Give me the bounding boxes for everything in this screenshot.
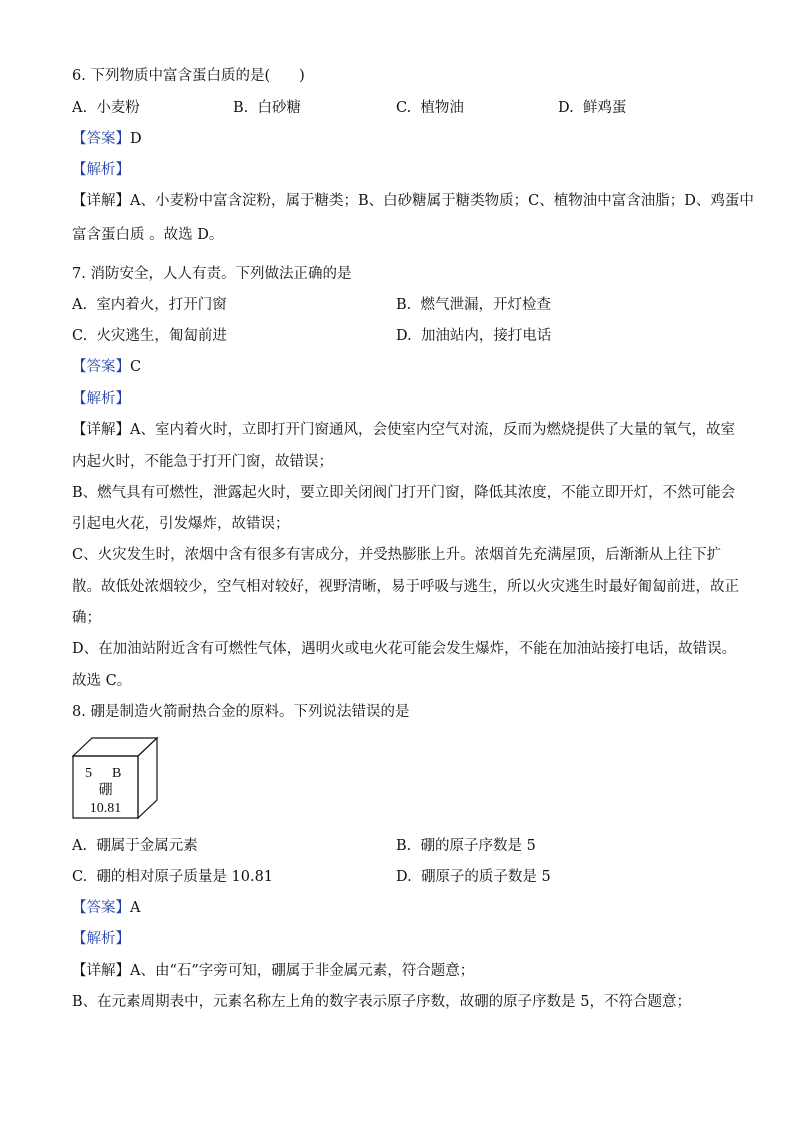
option-text: 鲜鸡蛋	[582, 100, 627, 116]
option-text: 小麦粉	[96, 100, 140, 116]
answer-tag: 【答案】	[72, 131, 130, 147]
q7-option-a	[72, 295, 227, 315]
option-label: A.	[72, 100, 88, 116]
detail-tag: 【详解】	[72, 422, 130, 438]
q6-stem: 6. 下列物质中富含蛋白质的是( )	[72, 68, 305, 84]
answer-value: C	[130, 359, 142, 375]
option-label: C.	[396, 100, 412, 116]
option-text: 白砂糖	[257, 100, 301, 116]
detail-tag: 【详解】	[72, 193, 130, 209]
element-symbol: B	[112, 766, 122, 781]
option-label: B.	[396, 297, 412, 313]
option-text: 火灾逃生，匍匐前进	[96, 328, 227, 344]
q8-analysis-tag: 【解析】	[72, 931, 130, 947]
q7-detail-line: 引起电火花，引发爆炸，故错误；	[72, 516, 290, 532]
detail-text: A、室内着火时，立即打开门窗通风，会使室内空气对流，反而为燃烧提供了大量的氧气，故室	[130, 422, 735, 438]
q7-answer	[72, 357, 141, 377]
option-label: D.	[558, 100, 574, 116]
q7-detail-line: 确；	[72, 610, 101, 626]
option-text: 硼属于金属元素	[96, 838, 198, 854]
option-text: 硼原子的质子数是 5	[420, 869, 551, 885]
element-cube-figure	[70, 736, 160, 820]
answer-tag: 【答案】	[72, 359, 130, 375]
option-text: 室内着火，打开门窗	[96, 297, 227, 313]
option-label: D.	[396, 869, 412, 885]
q6-detail-line: 富含蛋白质 。故选 D。	[72, 227, 224, 243]
q7-analysis-tag: 【解析】	[72, 391, 130, 407]
option-label: B.	[396, 838, 412, 854]
cube-top-face	[73, 738, 157, 756]
option-text: 燃气泄漏，开灯检查	[420, 297, 551, 313]
q7-stem: 7. 消防安全，人人有责。下列做法正确的是	[72, 266, 352, 282]
detail-tag: 【详解】	[72, 963, 130, 979]
q6-analysis-tag: 【解析】	[72, 162, 130, 178]
detail-text: A、小麦粉中富含淀粉，属于糖类；B、白砂糖属于糖类物质；C、植物油中富含油脂；D、鸡蛋中	[130, 193, 754, 209]
option-text: 硼的原子序数是 5	[420, 838, 536, 854]
q7-detail-line: 散。故低处浓烟较少，空气相对较好，视野清晰，易于呼吸与逃生，所以火灾逃生时最好匍匐前进，故正	[72, 579, 739, 595]
element-atomic-number: 5	[85, 766, 92, 781]
q7-option-d	[396, 326, 551, 346]
option-label: A.	[72, 838, 88, 854]
option-label: C.	[72, 328, 88, 344]
option-label: D.	[396, 328, 412, 344]
answer-value: A	[130, 900, 141, 916]
q7-detail-line: 故选 C。	[72, 673, 132, 689]
q8-detail-line	[72, 961, 474, 981]
q6-detail-line	[72, 191, 754, 211]
q7-detail-line: C、火灾发生时，浓烟中含有很多有害成分，并受热膨胀上升。浓烟首先充满屋顶，后渐渐从上往下扩	[72, 547, 722, 563]
option-label: B.	[233, 100, 249, 116]
q8-answer	[72, 898, 140, 918]
q8-stem: 8. 硼是制造火箭耐热合金的原料。下列说法错误的是	[72, 704, 410, 720]
option-text: 加油站内，接打电话	[420, 328, 552, 344]
q7-detail-line: B、燃气具有可燃性，泄露起火时，要立即关闭阀门打开门窗，降低其浓度，不能立即开灯，不然可能会	[72, 485, 736, 501]
detail-text: A、由“石”字旁可知，硼属于非金属元素，符合题意；	[130, 963, 475, 979]
q7-option-b	[396, 295, 551, 315]
q6-answer	[72, 129, 142, 149]
option-label: C.	[72, 869, 88, 885]
q8-option-d	[396, 867, 551, 887]
q8-detail-line: B、在元素周期表中，元素名称左上角的数字表示原子序数，故硼的原子序数是 5，不符合题意；	[72, 994, 691, 1010]
q7-detail-line: D、在加油站附近含有可燃性气体，遇明火或电火花可能会发生爆炸，不能在加油站接打电话，故错误。	[72, 641, 737, 657]
option-text: 植物油	[420, 100, 464, 116]
element-atomic-mass: 10.81	[89, 801, 122, 816]
answer-tag: 【答案】	[72, 900, 130, 916]
q8-option-b	[396, 836, 536, 856]
q7-detail-line	[72, 420, 735, 440]
q8-option-c	[72, 867, 273, 887]
answer-value: D	[130, 131, 142, 147]
element-name: 硼	[98, 783, 113, 798]
q6-option-a	[72, 98, 140, 118]
option-label: A.	[72, 297, 88, 313]
cube-side-face	[138, 738, 157, 818]
q6-option-c	[396, 98, 464, 118]
option-text: 硼的相对原子质量是 10.81	[96, 869, 274, 885]
q7-option-c	[72, 326, 227, 346]
q8-option-a	[72, 836, 198, 856]
q7-detail-line: 内起火时，不能急于打开门窗，故错误；	[72, 454, 333, 470]
q6-option-d	[558, 98, 626, 118]
q6-option-b	[233, 98, 301, 118]
element-card-boron	[70, 736, 160, 820]
